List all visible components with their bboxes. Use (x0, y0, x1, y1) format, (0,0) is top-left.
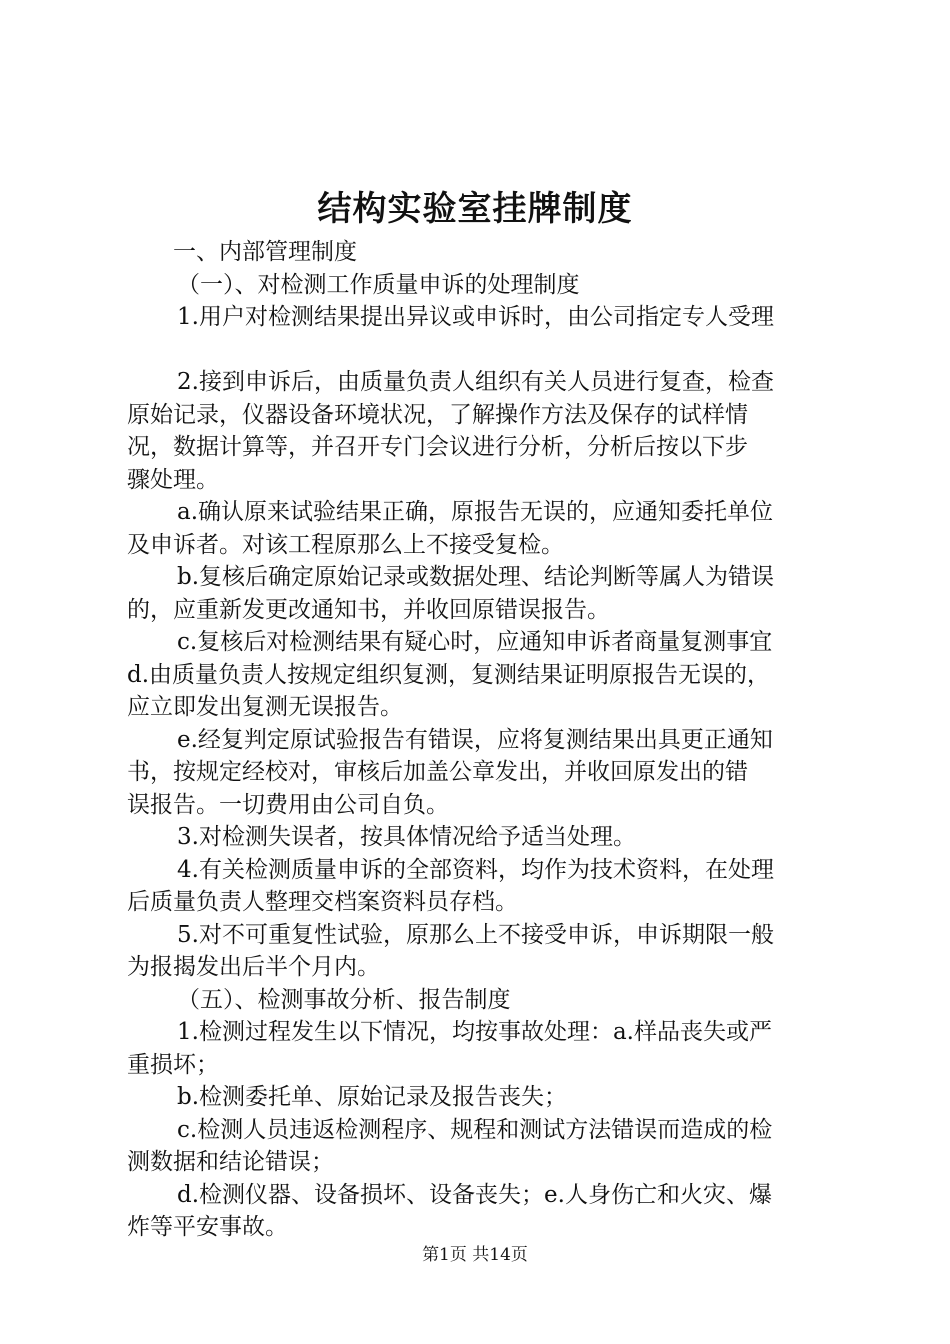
subsection-heading: （五）、检测事故分析、报告制度 (177, 986, 511, 1013)
paragraph-line: 炸等平安事故。 (127, 1214, 288, 1240)
paragraph-line: 况，数据计算等，并召开专门会议进行分析，分析后按以下步 (127, 434, 748, 460)
blank-line (127, 334, 847, 367)
paragraph-line: b.复核后确定原始记录或数据处理、结论判断等属人为错误 (177, 564, 775, 590)
paragraph-line: 及申诉者。对该工程原那么上不接受复检。 (127, 531, 564, 558)
paragraph-line: 1.用户对检测结果提出异议或申诉时，由公司指定专人受理 (177, 304, 774, 330)
paragraph-line: 重损坏； (127, 1051, 219, 1078)
paragraph-line: d.由质量负责人按规定组织复测，复测结果证明原报告无误的， (127, 661, 771, 688)
page-title: 结构实验室挂牌制度 (317, 189, 633, 229)
paragraph-line: 书，按规定经校对，审核后加盖公章发出，并收回原发出的错 (127, 759, 748, 785)
paragraph-line: 3.对检测失误者，按具体情况给予适当处理。 (177, 824, 636, 850)
paragraph-line: 5.对不可重复性试验，原那么上不接受申诉，申诉期限一般 (177, 921, 774, 948)
paragraph-line: 4.有关检测质量申诉的全部资料，均作为技术资料，在处理 (177, 856, 774, 883)
paragraph-line: b.检测委托单、原始记录及报告丧失； (177, 1084, 568, 1110)
subsection-heading: （一）、对检测工作质量申诉的处理制度 (177, 271, 580, 298)
section-heading: 一、内部管理制度 (173, 239, 357, 265)
paragraph-line: 的，应重新发更改通知书，并收回原错误报告。 (127, 596, 610, 623)
paragraph-line: 测数据和结论错误； (127, 1149, 334, 1175)
paragraph-line: 1.检测过程发生以下情况，均按事故处理：a.样品丧失或严 (177, 1019, 772, 1045)
paragraph-line: c.复核后对检测结果有疑心时，应通知申诉者商量复测事宜 (177, 629, 773, 655)
paragraph-line: d.检测仪器、设备损坏、设备丧失；e.人身伤亡和火灾、爆 (177, 1181, 772, 1208)
paragraph-line: 原始记录，仪器设备环境状况，了解操作方法及保存的试样情 (127, 401, 748, 428)
document-body (127, 236, 847, 1244)
paragraph-line: 应立即发出复测无误报告。 (127, 694, 403, 720)
paragraph-line: 2.接到申诉后，由质量负责人组织有关人员进行复查，检查 (177, 369, 774, 395)
page-footer: 第1页 共14页 (422, 1245, 528, 1265)
paragraph-line: 为报揭发出后半个月内。 (127, 954, 380, 980)
paragraph-line: a.确认原来试验结果正确，原报告无误的，应通知委托单位 (177, 499, 774, 525)
paragraph-line: 误报告。一切费用由公司自负。 (127, 791, 449, 818)
paragraph-line: 骤处理。 (127, 466, 219, 493)
paragraph-line: 后质量负责人整理交档案资料员存档。 (127, 889, 518, 915)
paragraph-line: e.经复判定原试验报告有错误，应将复测结果出具更正通知 (177, 726, 773, 753)
paragraph-line: c.检测人员违返检测程序、规程和测试方法错误而造成的检 (177, 1116, 773, 1143)
